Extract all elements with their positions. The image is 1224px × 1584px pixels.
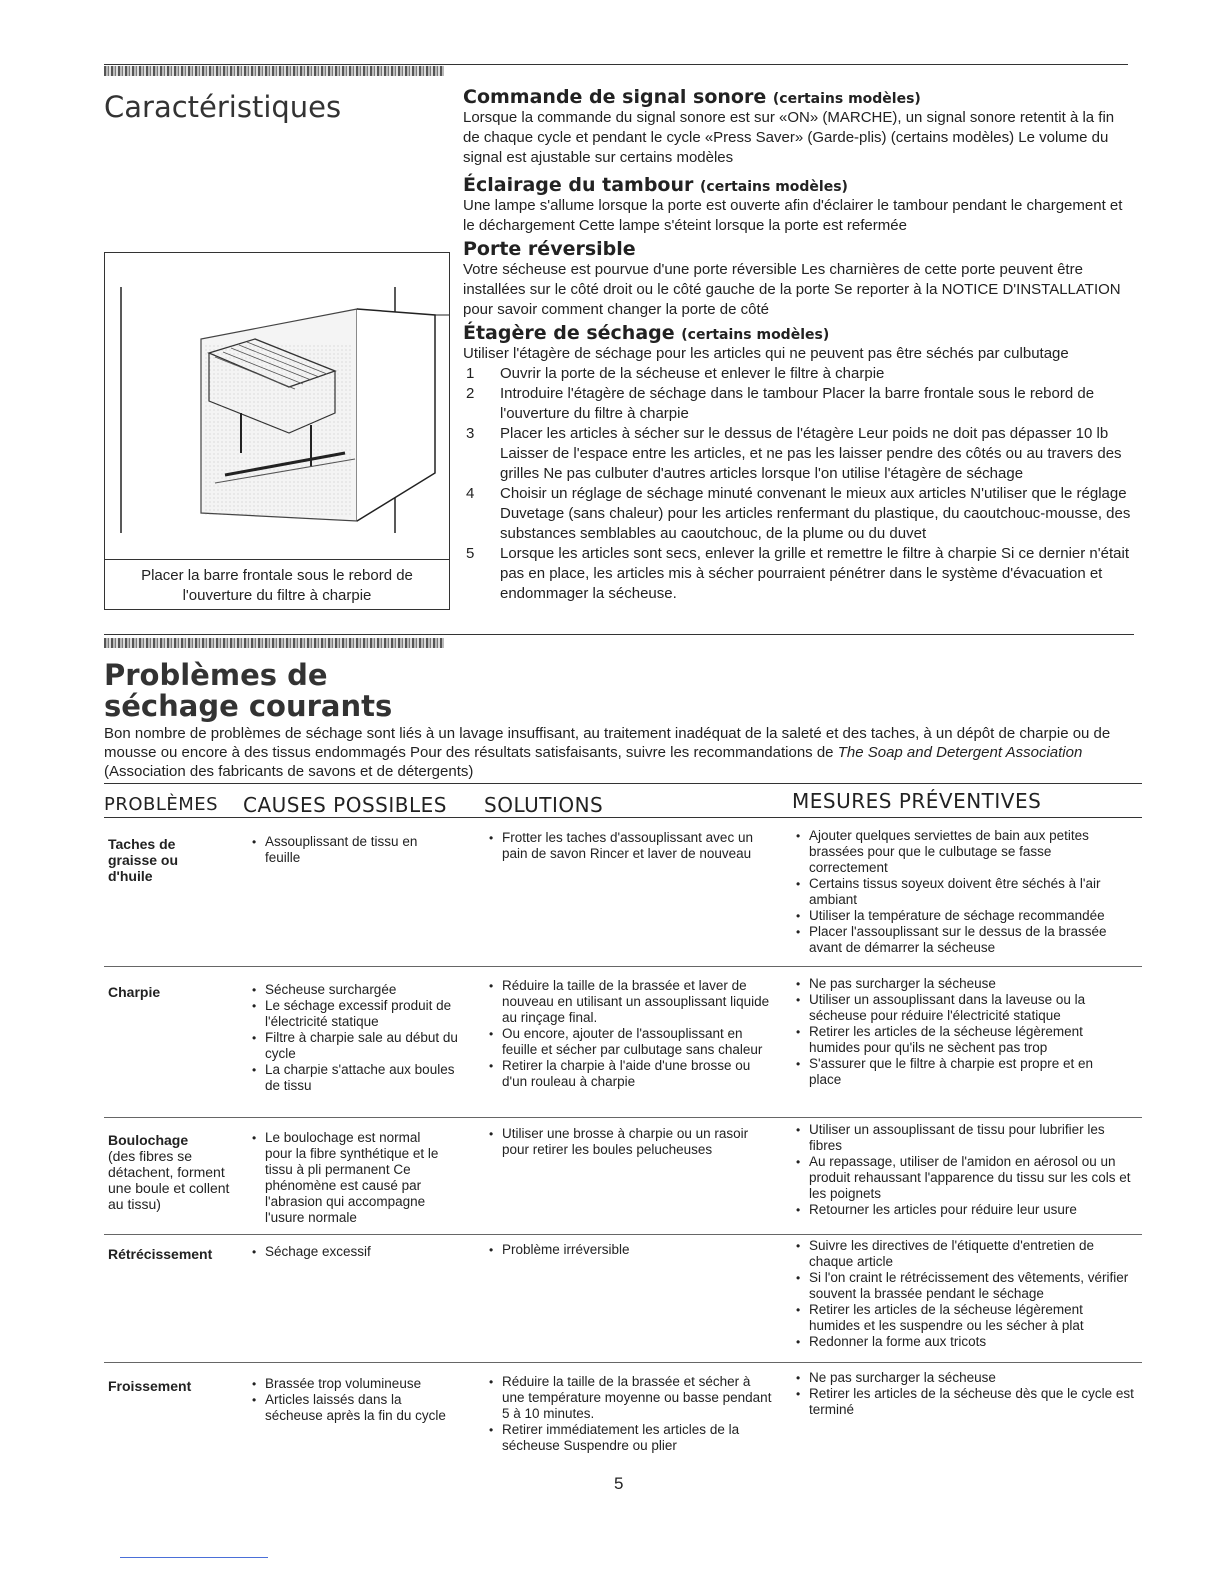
row-prevent [794,1122,1134,1218]
section-shelf-qualifier: (certains modèles) [681,327,830,343]
row-causes [250,1376,460,1424]
prevent-item: • Retirer les articles de la sécheuse dès que le cycle est terminé [794,1386,1134,1418]
row-solutions [487,978,772,1090]
problems-title-line2: séchage courants [104,689,393,723]
cause-item: • Séchage excessif [250,1244,450,1260]
figure-caption: Placer la barre frontale sous le rebord de l'ouverture du filtre à charpie [105,559,449,606]
section-shelf-title: Étagère de séchage [463,322,675,344]
row-problem: Boulochage (des fibres se détachent, forment une boule et collent au tissu) [108,1132,233,1212]
shelf-step: 5 Lorsque les articles sont secs, enlever la grille et remettre le filtre à charpie Si ce dernier n'était pas en place, les articles mis à sécher pourraient pénétrer dans le système d'évacuation et endommager la sécheuse. [466,545,1129,602]
header-prevent: MESURES PRÉVENTIVES [792,789,1042,813]
row-solutions [487,830,772,862]
row-rule [104,966,1142,967]
cause-item: • Sécheuse surchargée [250,982,460,998]
row-rule [104,1117,1142,1118]
shelf-step: 2 Introduire l'étagère de séchage dans le tambour Placer la barre frontale sous le rebord de l'ouverture du filtre à charpie [466,385,1095,422]
cause-item: • Le boulochage est normal pour la fibre synthétique et le tissu à pli permanent Ce phénomène est causé par l'abrasion qui accompagne l'usure normale [250,1130,450,1226]
section-lamp-title: Éclairage du tambour [463,174,694,196]
prevent-item: • S'assurer que le filtre à charpie est propre et en place [794,1056,1114,1088]
solution-item: • Retirer immédiatement les articles de la sécheuse Suspendre ou plier [487,1422,772,1454]
row-rule [104,1234,1142,1235]
prevent-item: • Certains tissus soyeux doivent être séchés à l'air ambiant [794,876,1129,908]
prevent-item: • Ne pas surcharger la sécheuse [794,1370,1134,1386]
section-lamp [463,174,1131,236]
problems-title [104,660,392,722]
row-prevent [794,1370,1134,1418]
prevent-item: • Ne pas surcharger la sécheuse [794,976,1114,992]
row-solutions [487,1242,772,1258]
prevent-item: • Redonner la forme aux tricots [794,1334,1134,1350]
solution-item: • Utiliser une brosse à charpie ou un rasoir pour retirer les boules pelucheuses [487,1126,772,1158]
row-prevent [794,1238,1134,1350]
prevent-item: • Retourner les articles pour réduire leur usure [794,1202,1134,1218]
prevent-item: • Placer l'assouplissant sur le dessus de la brassée avant de démarrer la sécheuse [794,924,1129,956]
row-causes [250,1244,450,1260]
solution-item: • Frotter les taches d'assouplissant avec un pain de savon Rincer et laver de nouveau [487,830,772,862]
cause-item: • La charpie s'attache aux boules de tissu [250,1062,460,1094]
row-problem: Charpie [108,984,161,1000]
intro-association: The Soap and Detergent Association [837,744,1083,761]
section-shelf-text: Utiliser l'étagère de séchage pour les articles qui ne peuvent pas être séchés par culbutage [463,345,1069,362]
mid-rule [104,634,1134,635]
prevent-item: • Retirer les articles de la sécheuse légèrement humides pour qu'ils ne sèchent pas trop [794,1024,1114,1056]
prevent-item: • Si l'on craint le rétrécissement des vêtements, vérifier souvent la brassée pendant le séchage [794,1270,1134,1302]
header-rule [104,817,1142,818]
prevent-item: • Utiliser la température de séchage recommandée [794,908,1129,924]
problem-note: (des fibres se détachent, forment une boule et collent au tissu) [108,1148,230,1212]
prevent-item: • Ajouter quelques serviettes de bain aux petites brassées pour que le culbutage se fasse correctement [794,828,1129,876]
section-door [463,238,1131,320]
features-title: Caractéristiques [104,90,342,124]
solution-item: • Problème irréversible [487,1242,772,1258]
drying-shelf-illustration [105,253,449,553]
bottom-blue-line [120,1557,268,1558]
prevent-item: • Utiliser un assouplissant de tissu pour lubrifier les fibres [794,1122,1134,1154]
header-solutions: SOLUTIONS [484,793,604,817]
features-column [463,86,1131,604]
row-prevent [794,828,1129,956]
section-door-text: Votre sécheuse est pourvue d'une porte réversible Les charnières de cette porte peuvent être installées sur le côté droit ou le côté gauche de la porte Se reporter à la NOTICE D'INSTALLATION pour savoir comment changer la porte de côté [463,261,1121,318]
row-solutions [487,1374,772,1454]
shelf-figure [104,252,450,610]
mid-texture-bar [104,638,444,648]
top-texture-bar [104,66,444,76]
cause-item: • Le séchage excessif produit de l'électricité statique [250,998,460,1030]
row-rule [104,1362,1142,1363]
section-lamp-qualifier: (certains modèles) [700,179,848,195]
page-number: 5 [614,1474,624,1493]
section-signal-qualifier: (certains modèles) [772,91,921,107]
shelf-step: 1 Ouvrir la porte de la sécheuse et enlever le filtre à charpie [466,365,885,382]
shelf-step: 4 Choisir un réglage de séchage minuté convenant le mieux aux articles N'utiliser que le réglage Duvetage (sans chaleur) pour les articles renfermant du plastique, du caoutchouc-mousse, des substances semblables au caoutchouc, de la plume ou du duvet [466,485,1131,542]
intro-text: Bon nombre de problèmes de séchage sont liés à un lavage insuffisant, au traitement inadéquat de la saleté et des taches, à un dépôt de charpie ou de mousse ou encore à des tissus endommagés Pour des résultats satisfaisants, suivre les recommandations de [104,725,1111,761]
section-signal [463,86,1131,168]
row-problem: Froissement [108,1378,192,1394]
problems-title-line1: Problèmes de [104,658,328,692]
shelf-steps [463,364,1131,604]
row-causes [250,834,435,866]
row-problem: Rétrécissement [108,1246,213,1262]
row-solutions [487,1126,772,1158]
header-problems: PROBLÈMES [104,794,219,815]
cause-item: • Brassée trop volumineuse [250,1376,460,1392]
cause-item: • Assouplissant de tissu en feuille [250,834,435,866]
solution-item: • Retirer la charpie à l'aide d'une brosse ou d'un rouleau à charpie [487,1058,772,1090]
problems-intro [104,724,1134,781]
table-top-rule [104,783,1142,784]
solution-item: • Ou encore, ajouter de l'assouplissant en feuille et sécher par culbutage sans chaleur [487,1026,772,1058]
shelf-step: 3 Placer les articles à sécher sur le dessus de l'étagère Leur poids ne doit pas dépasser 10 lb Laisser de l'espace entre les articles, et ne pas les laisser pendre des côtés ou au travers des grilles Ne pas culbuter d'autres articles lorsque l'on utilise l'étagère de séchage [466,425,1122,482]
row-prevent [794,976,1114,1088]
section-lamp-text: Une lampe s'allume lorsque la porte est ouverte afin d'éclairer le tambour pendant le chargement et le déchargement Cette lampe s'éteint lorsque la porte est refermée [463,197,1123,234]
prevent-item: • Retirer les articles de la sécheuse légèrement humides et les suspendre ou les sécher à plat [794,1302,1134,1334]
top-rule [104,64,1128,65]
solution-item: • Réduire la taille de la brassée et sécher à une température moyenne ou basse pendant 5 à 10 minutes. [487,1374,772,1422]
header-causes: CAUSES POSSIBLES [243,793,447,817]
row-causes [250,982,460,1094]
intro-text-end: (Association des fabricants de savons et de détergents) [104,763,474,780]
cause-item: • Filtre à charpie sale au début du cycle [250,1030,460,1062]
row-causes [250,1130,450,1226]
prevent-item: • Utiliser un assouplissant dans la laveuse ou la sécheuse pour réduire l'électricité statique [794,992,1114,1024]
section-signal-title: Commande de signal sonore [463,86,767,108]
solution-item: • Réduire la taille de la brassée et laver de nouveau en utilisant un assouplissant liquide au rinçage final. [487,978,772,1026]
section-door-title: Porte réversible [463,238,636,260]
prevent-item: • Au repassage, utiliser de l'amidon en aérosol ou un produit rehaussant l'apparence du tissu sur les cols et les poignets [794,1154,1134,1202]
section-shelf [463,322,1131,604]
cause-item: • Articles laissés dans la sécheuse après la fin du cycle [250,1392,460,1424]
row-problem: Taches de graisse ou d'huile [108,836,179,884]
section-signal-text: Lorsque la commande du signal sonore est sur «ON» (MARCHE), un signal sonore retentit à la fin de chaque cycle et pendant le cycle «Press Saver» (Garde-plis) (certains modèles) Le volume du signal est ajustable sur certains modèles [463,109,1115,166]
prevent-item: • Suivre les directives de l'étiquette d'entretien de chaque article [794,1238,1134,1270]
